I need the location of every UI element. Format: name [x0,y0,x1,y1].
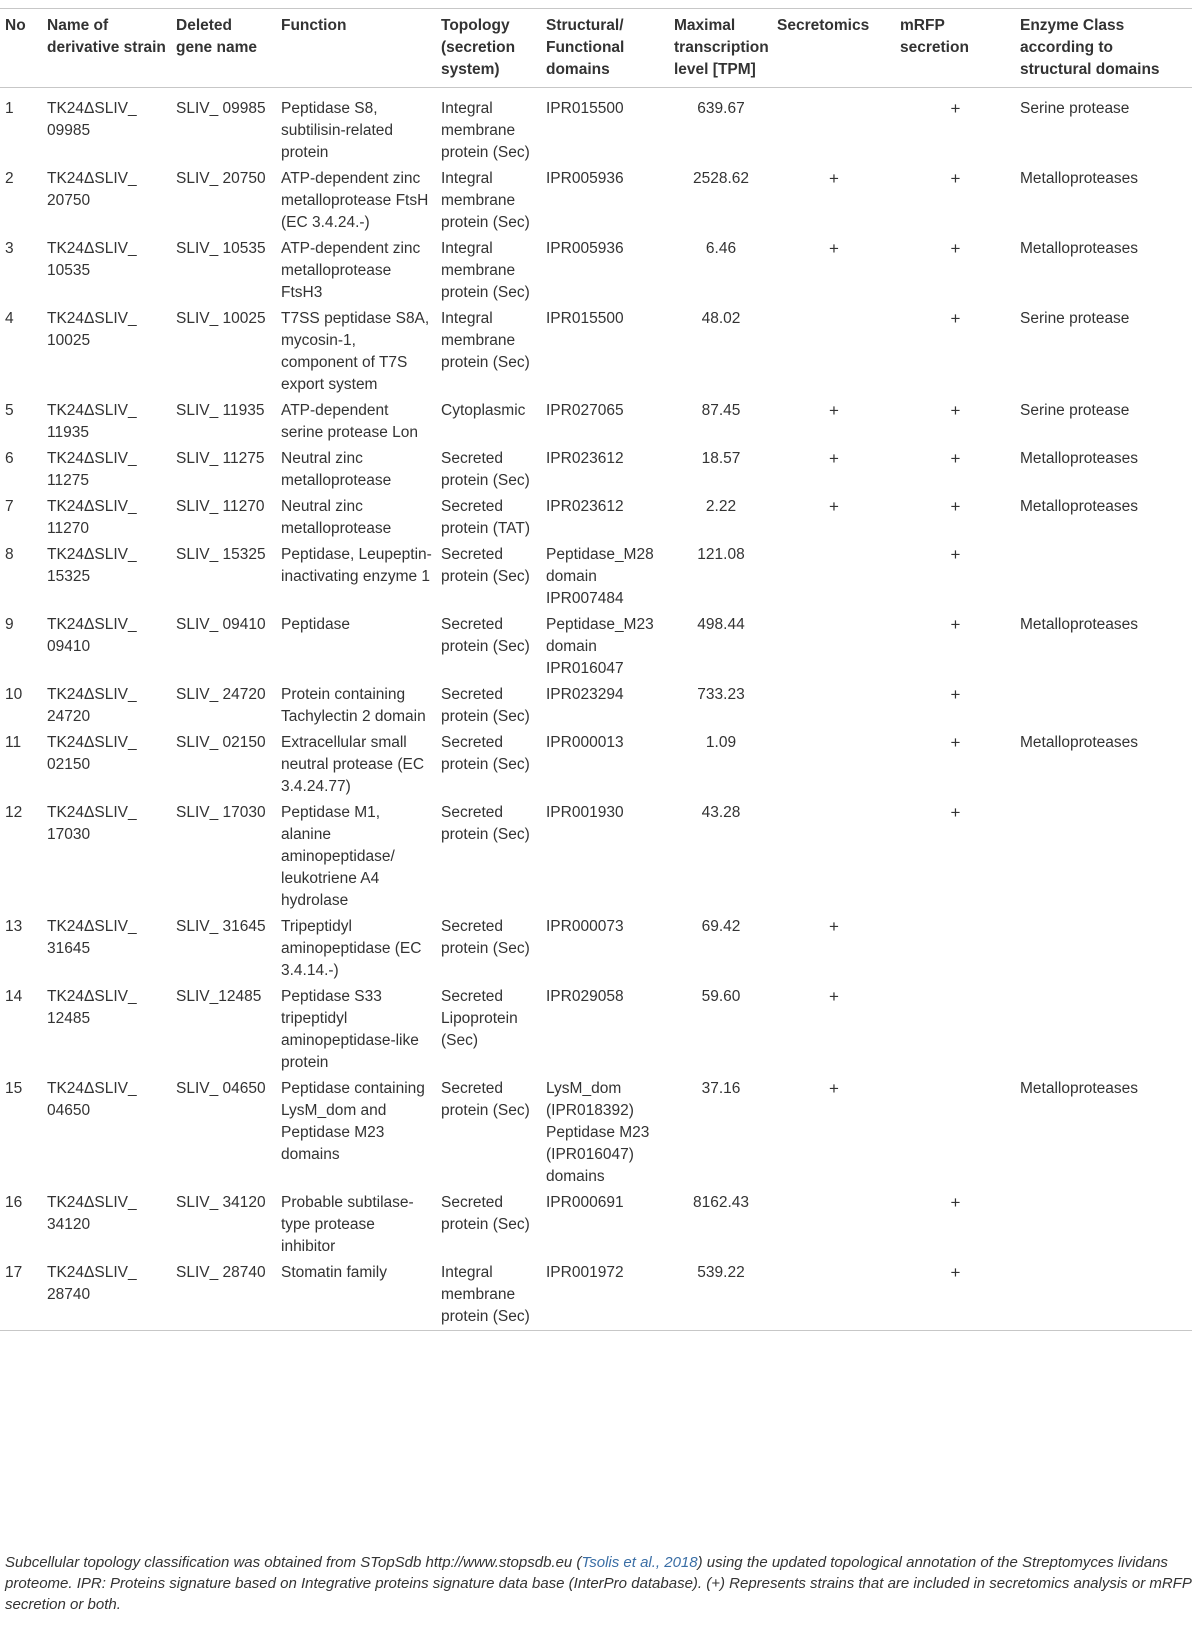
cell-domains: IPR027065 [546,402,624,419]
cell-function: Protein containing Tachylectin 2 domain [281,686,426,725]
cell-tpm: 6.46 [705,240,737,257]
cell-topology: Integral membrane protein (Sec) [441,240,530,301]
cell-no: 8 [5,546,14,563]
cell-gene: SLIV_ 11270 [176,498,265,515]
cell-no: 2 [5,170,14,187]
table-row [0,166,1192,236]
cell-tpm: 69.42 [701,918,741,935]
cell-strain: TK24ΔSLIV_ 24720 [47,686,137,725]
cell-enzyme: Serine protease [1020,402,1130,419]
cell-topology: Integral membrane protein (Sec) [441,310,530,371]
cell-gene: SLIV_ 11935 [176,402,265,419]
cell-topology: Secreted protein (Sec) [441,616,530,655]
cell-gene: SLIV_ 09985 [176,100,266,117]
cell-gene: SLIV_ 09410 [176,616,266,633]
cell-enzyme: Metalloproteases [1020,616,1139,633]
cell-mrfp: + [950,803,961,822]
table-row [0,1190,1192,1260]
cell-domains: IPR015500 [546,310,624,327]
cell-function: Neutral zinc metalloprotease [281,450,392,489]
cell-no: 3 [5,240,14,257]
cell-tpm: 37.16 [701,1080,741,1097]
cell-strain: TK24ΔSLIV_ 20750 [47,170,137,209]
cell-enzyme: Metalloproteases [1020,170,1139,187]
table-row [0,1260,1192,1331]
cell-topology: Secreted protein (Sec) [441,918,530,957]
cell-domains: IPR005936 [546,240,624,257]
cell-strain: TK24ΔSLIV_ 04650 [47,1080,137,1119]
cell-strain: TK24ΔSLIV_ 17030 [47,804,137,843]
cell-tpm: 733.23 [697,686,745,703]
cell-secretomics: + [829,497,839,516]
footnote-text-1: Subcellular topology classification was obtained from STopSdb http://www.stopsdb.eu ( [5,1554,582,1571]
cell-strain: TK24ΔSLIV_ 34120 [47,1194,137,1233]
table-row [0,1076,1192,1190]
cell-strain: TK24ΔSLIV_ 10535 [47,240,137,279]
cell-topology: Integral membrane protein (Sec) [441,170,530,231]
cell-secretomics: + [829,1079,839,1098]
cell-enzyme: Serine protease [1020,310,1130,327]
cell-gene: SLIV_ 17030 [176,804,266,821]
cell-gene: SLIV_ 31645 [176,918,266,935]
cell-no: 15 [5,1080,23,1097]
table-footnote [5,1552,1195,1615]
cell-no: 7 [5,498,14,515]
table-row [0,494,1192,542]
cell-topology: Secreted Lipoprotein (Sec) [441,988,518,1049]
cell-enzyme: Metalloproteases [1020,1080,1139,1097]
cell-domains: LysM_dom (IPR018392) Peptidase M23 (IPR016047) domains [546,1080,650,1185]
cell-gene: SLIV_ 02150 [176,734,266,751]
cell-tpm: 43.28 [701,804,741,821]
cell-mrfp [895,914,1015,984]
cell-no: 11 [5,734,22,751]
cell-secretomics [772,800,895,914]
cell-function: Neutral zinc metalloprotease [281,498,392,537]
cell-tpm: 48.02 [701,310,741,327]
cell-function: T7SS peptidase S8A, mycosin-1, component of T7S export system [281,310,430,393]
cell-mrfp: + [950,1263,961,1282]
cell-no: 1 [5,100,14,117]
cell-domains: IPR015500 [546,100,624,117]
table-row [0,730,1192,800]
table-row [0,236,1192,306]
cell-no: 10 [5,686,23,703]
cell-tpm: 2.22 [705,498,737,515]
cell-tpm: 18.57 [701,450,741,467]
cell-enzyme: Metalloproteases [1020,240,1139,257]
cell-topology: Secreted protein (Sec) [441,1080,530,1119]
cell-enzyme [1015,984,1192,1076]
cell-strain: TK24ΔSLIV_ 28740 [47,1264,137,1303]
cell-topology: Integral membrane protein (Sec) [441,1264,530,1325]
cell-tpm: 59.60 [701,988,741,1005]
cell-no: 4 [5,310,14,327]
cell-secretomics: + [829,449,839,468]
table-body [0,88,1192,1331]
cell-domains: IPR023612 [546,498,624,515]
cell-secretomics [772,1260,895,1331]
cell-strain: TK24ΔSLIV_ 02150 [47,734,137,773]
cell-mrfp: + [950,239,961,258]
cell-enzyme: Metalloproteases [1020,734,1139,751]
cell-strain: TK24ΔSLIV_ 10025 [47,310,137,349]
cell-enzyme [1015,542,1192,612]
cell-strain: TK24ΔSLIV_ 31645 [47,918,137,957]
cell-topology: Secreted protein (TAT) [441,498,530,537]
table-header [0,9,1192,88]
cell-domains: IPR000073 [546,918,624,935]
table-row [0,984,1192,1076]
cell-domains: IPR000691 [546,1194,624,1211]
header-domains: Structural/ Functional domains [546,17,625,78]
cell-topology: Cytoplasmic [441,402,526,419]
cell-secretomics [772,88,895,167]
header-strain: Name of derivative strain [47,17,166,56]
cell-domains: IPR000013 [546,734,624,751]
table-row [0,914,1192,984]
cell-no: 14 [5,988,23,1005]
cell-strain: TK24ΔSLIV_ 12485 [47,988,137,1027]
cell-function: ATP-dependent zinc metalloprotease FtsH (EC 3.4.24.-) [281,170,429,231]
cell-secretomics [772,306,895,398]
footnote-text-2: ) using the updated topological annotation of the Streptomyces lividans proteome. IPR: Proteins signature based on Integrative proteins signature data base (InterPro database). (+) Represents strains that are included in secretomics analysis or mRFP secretion or both. [5,1554,1192,1613]
cell-function: Peptidase, Leupeptin-inactivating enzyme 1 [281,546,432,585]
cell-secretomics: + [829,401,839,420]
cell-function: ATP-dependent zinc metalloprotease FtsH3 [281,240,421,301]
cell-secretomics: + [829,987,839,1006]
cell-domains: IPR005936 [546,170,624,187]
cell-gene: SLIV_ 04650 [176,1080,266,1097]
cell-function: Peptidase S33 tripeptidyl aminopeptidase-like protein [281,988,419,1071]
table-row [0,88,1192,167]
header-enzyme: Enzyme Class according to structural domains [1020,17,1160,78]
cell-function: Peptidase containing LysM_dom and Peptidase M23 domains [281,1080,425,1163]
cell-no: 17 [5,1264,23,1281]
protease-table [0,8,1192,1331]
cell-mrfp: + [950,169,961,188]
cell-secretomics [772,542,895,612]
cell-tpm: 639.67 [697,100,745,117]
cell-gene: SLIV_12485 [176,988,262,1005]
cell-tpm: 498.44 [697,616,745,633]
cell-strain: TK24ΔSLIV_ 11935 [47,402,137,441]
cell-gene: SLIV_ 10025 [176,310,266,327]
cell-enzyme: Metalloproteases [1020,498,1139,515]
cell-domains: Peptidase_M23 domain IPR016047 [546,616,654,677]
cell-mrfp: + [950,733,961,752]
header-no: No [5,17,26,34]
cell-mrfp [895,984,1015,1076]
cell-secretomics [772,612,895,682]
cell-function: Peptidase S8, subtilisin-related protein [281,100,393,161]
cell-domains: Peptidase_M28 domain IPR007484 [546,546,654,607]
cell-enzyme: Serine protease [1020,100,1130,117]
cell-domains: IPR029058 [546,988,624,1005]
cell-topology: Integral membrane protein (Sec) [441,100,530,161]
cell-secretomics [772,730,895,800]
cell-function: ATP-dependent serine protease Lon [281,402,419,441]
cell-mrfp: + [950,685,961,704]
header-tpm: Maximal transcription level [TPM] [674,17,769,78]
cell-tpm: 2528.62 [692,170,750,187]
cell-gene: SLIV_ 34120 [176,1194,266,1211]
header-topology: Topology (secretion system) [441,17,516,78]
cell-enzyme [1015,1190,1192,1260]
cell-secretomics: + [829,917,839,936]
cell-function: Probable subtilase-type protease inhibitor [281,1194,414,1255]
cell-gene: SLIV_ 15325 [176,546,266,563]
cell-tpm: 539.22 [697,1264,745,1281]
cell-topology: Secreted protein (Sec) [441,804,530,843]
cell-mrfp: + [950,401,961,420]
cell-mrfp: + [950,497,961,516]
cell-secretomics [772,1190,895,1260]
cell-no: 5 [5,402,14,419]
cell-mrfp: + [950,1193,961,1212]
cell-gene: SLIV_ 28740 [176,1264,266,1281]
cell-function: Stomatin family [281,1264,387,1281]
cell-mrfp: + [950,449,961,468]
cell-mrfp [895,1076,1015,1190]
header-mrfp: mRFP secretion [900,17,969,56]
cell-secretomics [772,682,895,730]
cell-domains: IPR001972 [546,1264,624,1281]
cell-function: Extracellular small neutral protease (EC 3.4.24.77) [281,734,425,795]
cell-enzyme: Metalloproteases [1020,450,1139,467]
cell-no: 16 [5,1194,23,1211]
cell-function: Peptidase [281,616,350,633]
table-row [0,682,1192,730]
cell-topology: Secreted protein (Sec) [441,450,530,489]
cell-tpm: 87.45 [701,402,741,419]
header-secretomics: Secretomics [777,17,870,34]
cell-gene: SLIV_ 10535 [176,240,266,257]
cell-gene: SLIV_ 11275 [176,450,265,467]
header-row [0,9,1192,88]
cell-topology: Secreted protein (Sec) [441,546,530,585]
cell-strain: TK24ΔSLIV_ 11275 [47,450,137,489]
cell-strain: TK24ΔSLIV_ 15325 [47,546,137,585]
cell-domains: IPR001930 [546,804,624,821]
cell-strain: TK24ΔSLIV_ 11270 [47,498,137,537]
table-row [0,542,1192,612]
cell-enzyme [1015,682,1192,730]
cell-no: 6 [5,450,14,467]
cell-strain: TK24ΔSLIV_ 09410 [47,616,137,655]
cell-domains: IPR023294 [546,686,624,703]
cell-enzyme [1015,914,1192,984]
cell-secretomics: + [829,169,839,188]
footnote-reference-link[interactable]: Tsolis et al., 2018 [581,1554,698,1571]
cell-no: 12 [5,804,23,821]
table-row [0,446,1192,494]
cell-no: 9 [5,616,14,633]
table-row [0,306,1192,398]
cell-tpm: 121.08 [697,546,745,563]
cell-mrfp: + [950,309,961,328]
cell-topology: Secreted protein (Sec) [441,734,530,773]
cell-gene: SLIV_ 20750 [176,170,266,187]
cell-secretomics: + [829,239,839,258]
table-row [0,612,1192,682]
cell-tpm: 1.09 [705,734,737,751]
cell-mrfp: + [950,545,961,564]
cell-enzyme [1015,800,1192,914]
header-gene: Deleted gene name [176,17,257,56]
cell-gene: SLIV_ 24720 [176,686,266,703]
cell-function: Tripeptidyl aminopeptidase (EC 3.4.14.-) [281,918,422,979]
header-function: Function [281,17,347,34]
cell-topology: Secreted protein (Sec) [441,1194,530,1233]
cell-function: Peptidase M1, alanine aminopeptidase/ leukotriene A4 hydrolase [281,804,395,909]
table-row [0,398,1192,446]
cell-strain: TK24ΔSLIV_ 09985 [47,100,137,139]
cell-mrfp: + [950,99,961,118]
cell-mrfp: + [950,615,961,634]
cell-domains: IPR023612 [546,450,624,467]
cell-no: 13 [5,918,23,935]
cell-topology: Secreted protein (Sec) [441,686,530,725]
table-row [0,800,1192,914]
cell-tpm: 8162.43 [692,1194,750,1211]
cell-enzyme [1015,1260,1192,1331]
